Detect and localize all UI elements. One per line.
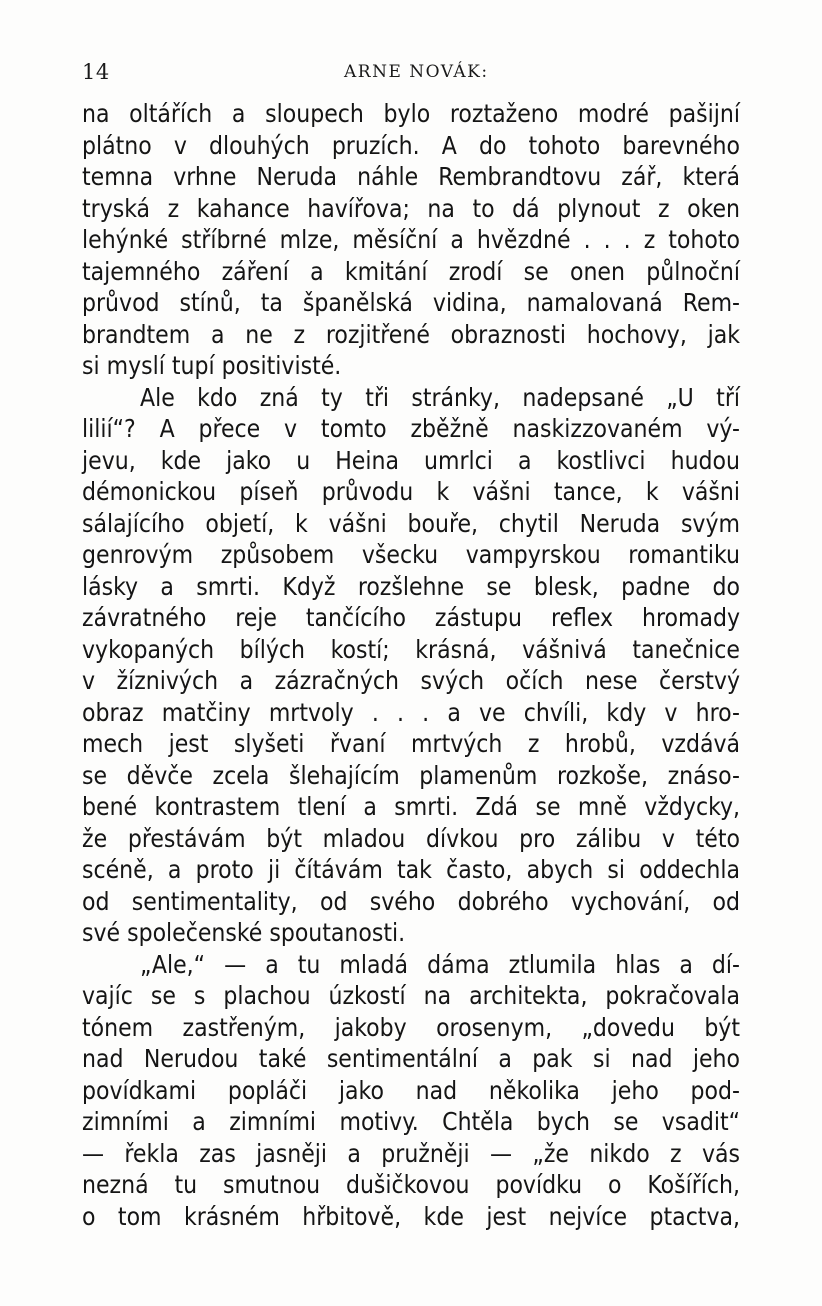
text-line: závratného reje tančícího zástupu reflex hromady — [82, 603, 740, 632]
text-line: tajemného záření a kmitání zrodí se onen půlnoční — [82, 256, 740, 286]
text-line: lásky a smrti. Když rozšlehne se blesk, padne do — [82, 571, 740, 601]
text-line: brandtem a ne z rozjitřené obraznosti hochovy, jak — [82, 319, 740, 349]
text-line: jevu, kde jako u Heina umrlci a kostlivci hudou — [82, 445, 740, 475]
text-line: „Ale,“ — a tu mladá dáma ztlumila hlas a dí- — [140, 949, 740, 979]
text-line: na oltářích a sloupech bylo roztaženo modré pašijní — [82, 99, 740, 128]
text-line: sálajícího objetí, k vášni bouře, chytil Neruda svým — [82, 508, 740, 538]
text-line: nad Nerudou také sentimentální a pak si nad jeho — [82, 1044, 740, 1073]
text-line: obraz matčiny mrtvoly . . . a ve chvíli, kdy v hro- — [82, 697, 740, 727]
text-line: se děvče zcela šlehajícím plamenům rozkoše, znáso- — [82, 760, 740, 790]
page-header — [82, 60, 740, 90]
text-line: nezná tu smutnou dušičkovou povídku o Košířích, — [82, 1170, 740, 1199]
text-line: genrovým způsobem všecku vampyrskou romantiku — [82, 540, 740, 569]
text-line: — řekla zas jasněji a pružněji — „že nikdo z vás — [82, 1138, 740, 1168]
text-line: své společenské spoutanosti. — [82, 918, 406, 947]
page-number: 14 — [82, 60, 110, 84]
text-line: Ale kdo zná ty tři stránky, nadepsané „U tří — [140, 382, 740, 412]
text-line: tryská z kahance havířova; na to dá plynout z oken — [82, 193, 740, 223]
text-line: povídkami popláči jako nad několika jeho pod- — [82, 1075, 740, 1105]
text-line: tónem zastřeným, jakoby orosenym, „dovedu být — [82, 1012, 740, 1042]
text-line: si myslí tupí positivisté. — [82, 351, 342, 380]
text-line: mech jest slyšeti řvaní mrtvých z hrobů, vzdává — [82, 729, 740, 758]
running-head: ARNE NOVÁK: — [344, 62, 489, 82]
text-line: vykopaných bílých kostí; krásná, vášnivá tanečnice — [82, 634, 740, 664]
text-line: plátno v dlouhých pruzích. A do tohoto barevného — [82, 130, 740, 160]
text-line: lehýnké stříbrné mlze, měsíční a hvězdné . . . z tohoto — [82, 225, 740, 254]
text-line: průvod stínů, ta španělská vidina, namalovaná Rem- — [82, 288, 740, 317]
text-line: lilií“? A přece v tomto zběžně naskizzovaném vý- — [82, 414, 740, 443]
body-text — [82, 98, 740, 1232]
text-line: že přestávám být mladou dívkou pro zálibu v této — [82, 823, 740, 853]
text-line: o tom krásném hřbitově, kde jest nejvíce ptactva, — [82, 1201, 740, 1231]
text-line: temna vrhne Neruda náhle Rembrandtovu zář, která — [82, 162, 740, 191]
text-line: vajíc se s plachou úzkostí na architekta, pokračovala — [82, 981, 740, 1010]
text-line: zimními a zimními motivy. Chtěla bych se vsadit“ — [82, 1107, 740, 1136]
text-line: v žíznivých a zázračných svých očích nese čerstvý — [82, 666, 740, 695]
text-line: od sentimentality, od svého dobrého vychování, od — [82, 886, 740, 916]
text-line: bené kontrastem tlení a smrti. Zdá se mně vždycky, — [82, 792, 740, 821]
text-line: scéně, a proto ji čítávám tak často, abych si oddechla — [82, 855, 740, 884]
text-line: démonickou píseň průvodu k vášni tance, k vášni — [82, 477, 740, 506]
